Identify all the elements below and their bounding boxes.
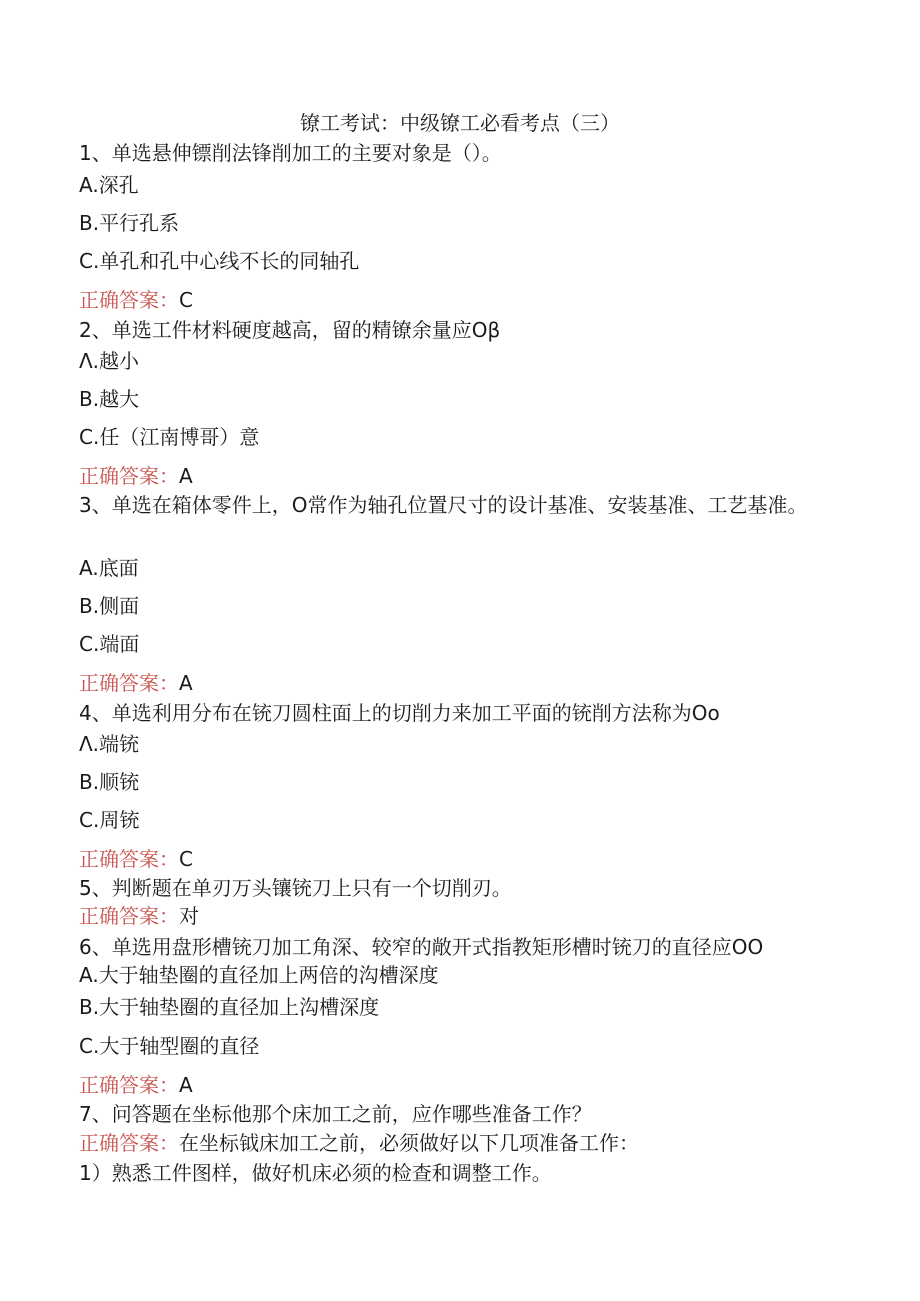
question-3-option-b: B.侧面 bbox=[79, 594, 140, 618]
question-6-stem: 6、单选用盘形槽铳刀加工角深、较窄的敞开式指教矩形槽时铳刀的直径应OO bbox=[79, 935, 764, 959]
answer-label: 正确答案： bbox=[79, 1073, 179, 1097]
question-3-answer bbox=[79, 668, 193, 698]
question-1-option-a: A.深孔 bbox=[79, 173, 139, 197]
answer-value: A bbox=[179, 671, 193, 695]
question-6-option-b: B.大于轴垫圈的直径加上沟槽深度 bbox=[79, 995, 380, 1019]
question-7-answer bbox=[79, 1128, 639, 1158]
document-title: 镣工考试：中级镣工必看考点（三） bbox=[300, 111, 620, 135]
answer-label: 正确答案： bbox=[79, 671, 179, 695]
question-4-stem: 4、单选利用分布在铳刀圆柱面上的切削力来加工平面的铳削方法称为Oo bbox=[79, 701, 720, 725]
question-4-option-b: B.顺铳 bbox=[79, 770, 140, 794]
question-2-answer bbox=[79, 461, 193, 491]
question-7-stem: 7、问答题在坐标他那个床加工之前，应作哪些准备工作？ bbox=[79, 1102, 592, 1126]
answer-value: A bbox=[179, 1073, 193, 1097]
answer-detail-line-1: 1）熟悉工件图样，做好机床必须的检查和调整工作。 bbox=[79, 1161, 552, 1185]
question-1-stem: 1、单选悬伸镖削法锋削加工的主要对象是（）。 bbox=[79, 141, 502, 165]
question-4-option-a: Λ.端铳 bbox=[79, 732, 140, 756]
answer-value: C bbox=[179, 847, 193, 871]
question-3-option-a: A.底面 bbox=[79, 556, 139, 580]
answer-label: 正确答案： bbox=[79, 847, 179, 871]
question-6-option-c: C.大于轴型圈的直径 bbox=[79, 1034, 260, 1058]
question-2-stem: 2、单选工件材料硬度越高，留的精镣余量应Oβ bbox=[79, 318, 501, 342]
question-1-option-c: C.单孔和孔中心线不长的同轴孔 bbox=[79, 249, 360, 273]
answer-label: 正确答案： bbox=[79, 1131, 179, 1155]
question-4-option-c: C.周铳 bbox=[79, 808, 140, 832]
question-4-answer bbox=[79, 844, 193, 874]
question-3-option-c: C.端面 bbox=[79, 632, 140, 656]
answer-label: 正确答案： bbox=[79, 464, 179, 488]
question-5-answer bbox=[79, 901, 199, 931]
question-1-answer bbox=[79, 285, 193, 315]
question-6-answer bbox=[79, 1070, 193, 1100]
question-2-option-a: Λ.越小 bbox=[79, 349, 140, 373]
question-2-option-c: C.任（江南博哥）意 bbox=[79, 425, 260, 449]
answer-value: 在坐标钺床加工之前，必须做好以下几项准备工作： bbox=[179, 1131, 639, 1155]
answer-value: A bbox=[179, 464, 193, 488]
answer-label: 正确答案： bbox=[79, 288, 179, 312]
answer-value: 对 bbox=[179, 904, 199, 928]
answer-value: C bbox=[179, 288, 193, 312]
question-2-option-b: B.越大 bbox=[79, 387, 140, 411]
question-6-option-a: A.大于轴垫圈的直径加上两倍的沟槽深度 bbox=[79, 963, 439, 987]
question-1-option-b: B.平行孔系 bbox=[79, 211, 180, 235]
question-3-stem: 3、单选在箱体零件上，O常作为轴孔位置尺寸的设计基准、安装基准、工艺基准。 bbox=[79, 493, 808, 517]
question-5-stem: 5、判断题在单刃万头镶铳刀上只有一个切削刃。 bbox=[79, 876, 512, 900]
answer-label: 正确答案： bbox=[79, 904, 179, 928]
